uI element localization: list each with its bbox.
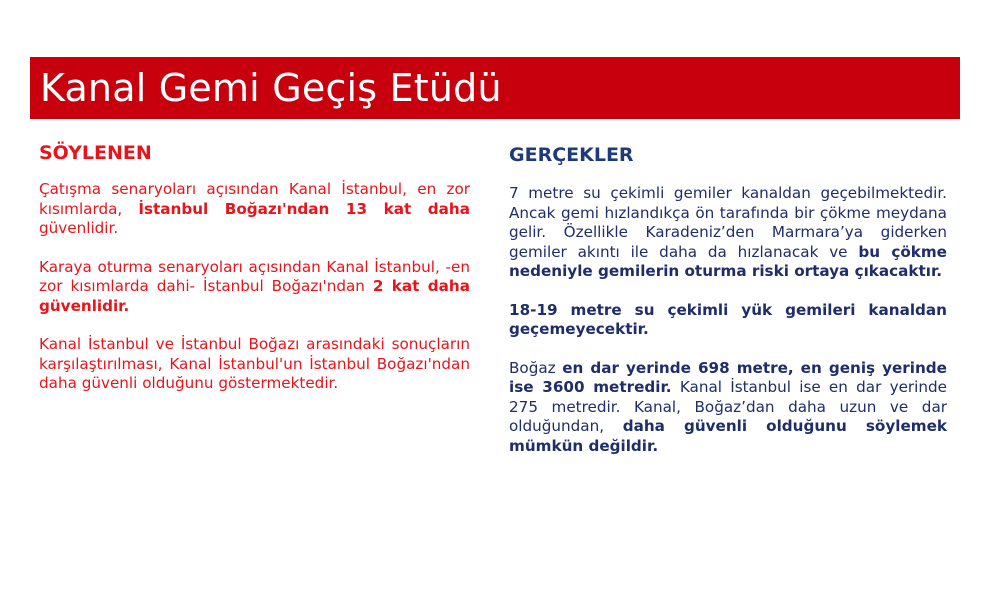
claims-paragraph-1 [39,180,470,239]
claims-paragraph-3 [39,335,470,394]
text-span: 7 metre su çekimli gemiler kanaldan geçebilmektedir. Ancak gemi hızlandıkça ön tarafında bir çökme meydana gelir. Özellikle Karadeniz’den Marmara’ya giderken gemiler akıntı ile daha da hızlanacak ve [509,184,947,261]
page-title: Kanal Gemi Geçiş Etüdü [40,66,502,110]
facts-paragraph-3 [509,359,947,457]
facts-paragraph-1 [509,184,947,282]
text-span: Boğaz [509,358,563,377]
bold-span: daha güvenli olduğunu söylemek mümkün değildir. [509,417,947,455]
text-span: Kanal İstanbul ve İstanbul Boğazı arasındaki sonuçların karşılaştırılması, Kanal İstanbul'un İstanbul Boğazı'ndan daha güvenli olduğunu göstermektedir. [39,335,470,392]
facts-paragraph-2 [509,301,947,340]
text-span: güvenlidir. [39,219,119,237]
bold-span: 2 kat daha güvenlidir. [39,277,470,315]
claims-column [39,142,470,413]
text-span: Çatışma senaryoları açısından Kanal İstanbul, en zor kısımlarda, [39,180,470,218]
text-span: Kanal İstanbul ise en dar yerinde 275 metredir. Kanal, Boğaz’dan daha uzun ve dar olduğundan, [509,378,947,435]
bold-span: en dar yerinde 698 metre, en geniş yerinde ise 3600 metredir. [509,358,947,396]
claims-paragraph-2 [39,258,470,317]
facts-column [509,144,947,475]
bold-span: İstanbul Boğazı'ndan 13 kat daha [138,199,470,218]
bold-span: bu çökme nedeniyle gemilerin oturma riski ortaya çıkacaktır. [509,242,947,280]
claims-heading: SÖYLENEN [39,142,152,164]
facts-heading: GERÇEKLER [509,144,634,166]
text-span: Karaya oturma senaryoları açısından Kanal İstanbul, -en zor kısımlarda dahi- İstanbul Boğazı'ndan [39,257,470,295]
title-bar [30,57,960,119]
bold-span: 18-19 metre su çekimli yük gemileri kanaldan geçemeyecektir. [509,300,947,338]
